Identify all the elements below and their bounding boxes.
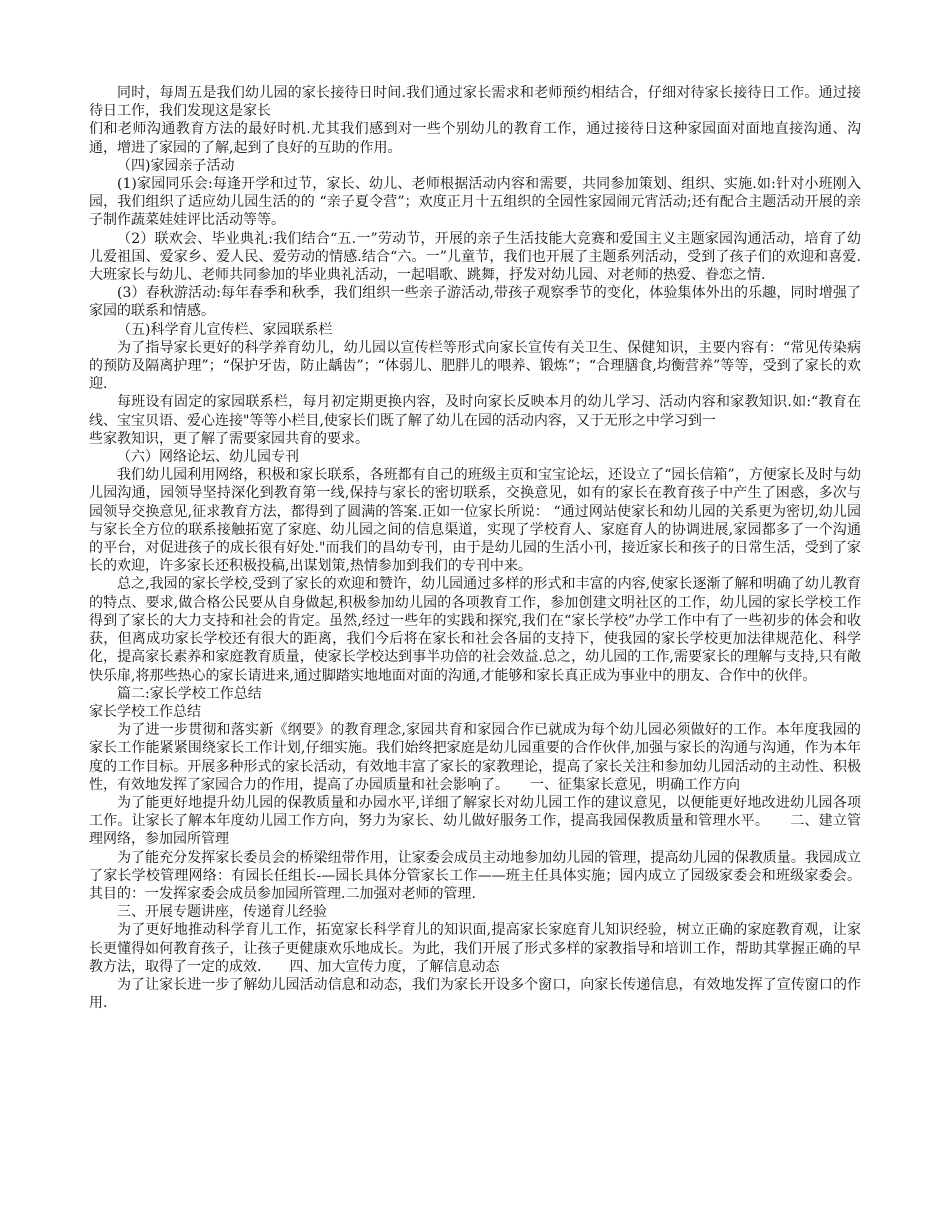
paragraph: 为了让家长进一步了解幼儿园活动信息和动态，我们为家长开设多个窗口，向家长传递信息，有效地发挥了宣传窗口的作用. (89, 976, 861, 1012)
document-body (89, 84, 861, 1012)
section-heading: （四)家园亲子活动 (117, 157, 235, 174)
section-heading: 三、开展专题讲座，传递育儿经验 (117, 904, 327, 921)
paragraph: 同时，每周五是我们幼儿园的家长接待日时间.我们通过家长需求和老师预约相结合，仔细对待家长接待日工作。通过接待日工作，我们发现这是家长 (89, 85, 861, 120)
paragraph: 为了进一步贯彻和落实新《纲要》的教育理念,家园共育和家园合作已就成为每个幼儿园必须做好的工作。本年度我园的家长工作能紧紧围绕家长工作计划,仔细实施。我们始终把家庭是幼儿园重要的合作伙伴,加强与家长的沟通与沟通，作为本年度的工作目标。开展多种形式的家长活动，有效地丰富了家长的家教理论，提高了家长关注和参加幼儿园活动的主动性、积极性，有效地发挥了家园合力的作用，提高了办园质量和社会影响了。 一、征集家长意见，明确工作方向 (89, 722, 861, 793)
paragraph: 为了能更好地提升幼儿园的保教质量和办园水平,详细了解家长对幼儿园工作的建议意见，以便能更好地改进幼儿园各项工作。让家长了解本年度幼儿园工作方向，努力为家长、幼儿做好服务工作，提高我园保教质量和管理水平。 二、建立管理网络，参加园所管理 (89, 794, 861, 848)
paragraph: 每班设有固定的家园联系栏，每月初定期更换内容，及时向家长反映本月的幼儿学习、活动内容和家教知识.如:“教育在线、宝宝贝语、爱心连接"等等小栏目,使家长们既了解了幼儿在园的活动内容，又于无形之中学习到一 (89, 394, 861, 429)
paragraph: (1)家园同乐会:每逢开学和过节，家长、幼儿、老师根据活动内容和需要，共同参加策划、组织、实施.如:针对小班刚入园，我们组织了适应幼儿园生活的的 “亲子夏令营”；欢度正月十五组织的全园性家园闹元宵活动;还有配合主题活动开展的亲子制作蔬菜娃娃评比活动等等。 (89, 176, 861, 229)
document-title: 家长学校工作总结 (89, 703, 201, 720)
paragraph: (3）春秋游活动:每年春季和秋季，我们组织一些亲子游活动,带孩子观察季节的变化，体验集体外出的乐趣，同时增强了家园的联系和情感。 (89, 285, 861, 320)
section-heading: 篇二:家长学校工作总结 (117, 685, 262, 702)
paragraph: 们和老师沟通教育方法的最好时机.尤其我们感到对一些个别幼儿的教育工作，通过接待日这种家园面对面地直接沟通、沟通，增进了家园的了解,起到了良好的互助的作用。 (89, 121, 861, 156)
section-heading: （六）网络论坛、幼儿园专刊 (117, 449, 299, 466)
section-heading: （五)科学育儿宣传栏、家园联系栏 (117, 321, 333, 338)
paragraph: 我们幼儿园利用网络，积极和家长联系，各班都有自己的班级主页和宝宝论坛，还设立了“园长信箱”，方便家长及时与幼儿园沟通，园领导坚持深化到教育第一线,保持与家长的密切联系，交换意见，如有的家长在教育孩子中产生了困惑，多次与园领导交换意见,征求教育方法，都得到了圆满的答案.正如一位家长所说： “通过网站使家长和幼儿园的关系更为密切,幼儿园与家长全方位的联系接触拓宽了家庭、幼儿园之间的信息渠道，实现了学校育人、家庭育人的协调进展,家园都多了一个沟通的平台，对促进孩子的成长很有好处."而我们的昌幼专刊，由于是幼儿园的生活小刊，接近家长和孩子的日常生活，受到了家长的欢迎，许多家长还积极投稿,出谋划策,热情参加到我们的专刊中来。 (89, 467, 861, 575)
paragraph: 为了能充分发挥家长委员会的桥梁纽带作用，让家委会成员主动地参加幼儿园的管理，提高幼儿园的保教质量。我园成立了家长学校管理网络：有园长任组长-—园长具体分管家长工作——班主任具体实施；园内成立了园级家委会和班级家委会。其目的：一发挥家委会成员参加园所管理.二加强对老师的管理. (89, 849, 861, 902)
paragraph: 为了指导家长更好的科学养育幼儿，幼儿园以宣传栏等形式向家长宣传有关卫生、保健知识，主要内容有：“常见传染病的预防及隔离护理”；“保护牙齿，防止龋齿”；“体弱儿、肥胖儿的喂养、锻炼”；“合理膳食,均衡营养”等等，受到了家长的欢迎. (89, 339, 861, 393)
paragraph: 总之,我园的家长学校,受到了家长的欢迎和赞许，幼儿园通过多样的形式和丰富的内容,使家长逐渐了解和明确了幼儿教育的特点、要求,做合格公民要从自身做起,积极参加幼儿园的各项教育工作，参加创建文明社区的工作，幼儿园的家长学校工作得到了家长的大力支持和社会的肯定。虽然,经过一些年的实践和探究,我们在“家长学校”办学工作中有了一些初步的体会和收获，但离成功家长学校还有很大的距离，我们今后将在家长和社会各届的支持下，使我园的家长学校更加法律规范化、科学化，提高家长素养和家庭教育质量，使家长学校达到事半功倍的社会效益.总之，幼儿园的工作,需要家长的理解与支持,只有敞快乐扉,将那些热心的家长请进来,通过脚踏实地地面对面的沟通,才能够和家长真正成为事业中的朋友、合作中的伙伴。 (89, 576, 861, 684)
paragraph: 些家教知识，更了解了需要家园共育的要求。 (89, 430, 369, 447)
paragraph: （2）联欢会、毕业典礼:我们结合“五.一”劳动节，开展的亲子生活技能大竞赛和爱国主义主题家园沟通活动，培育了幼儿爱祖国、爱家乡、爱人民、爱劳动的情感.结合“六。一”儿童节，我们也开展了主题系列活动，受到了孩子们的欢迎和喜爱.大班家长与幼儿、老师共同参加的毕业典礼活动，一起唱歌、跳舞，抒发对幼儿园、对老师的热爱、眷恋之情. (89, 230, 861, 284)
paragraph: 为了更好地推动科学育儿工作，拓宽家长科学育儿的知识面,提高家长家庭育儿知识经验，树立正确的家庭教育观，让家长更懂得如何教育孩子，让孩子更健康欢乐地成长。为此，我们开展了形式多样的家教指导和培训工作，帮助其掌握正确的早教方法，取得了一定的成效. 四、加大宣传力度，了解信息动态 (89, 922, 861, 975)
